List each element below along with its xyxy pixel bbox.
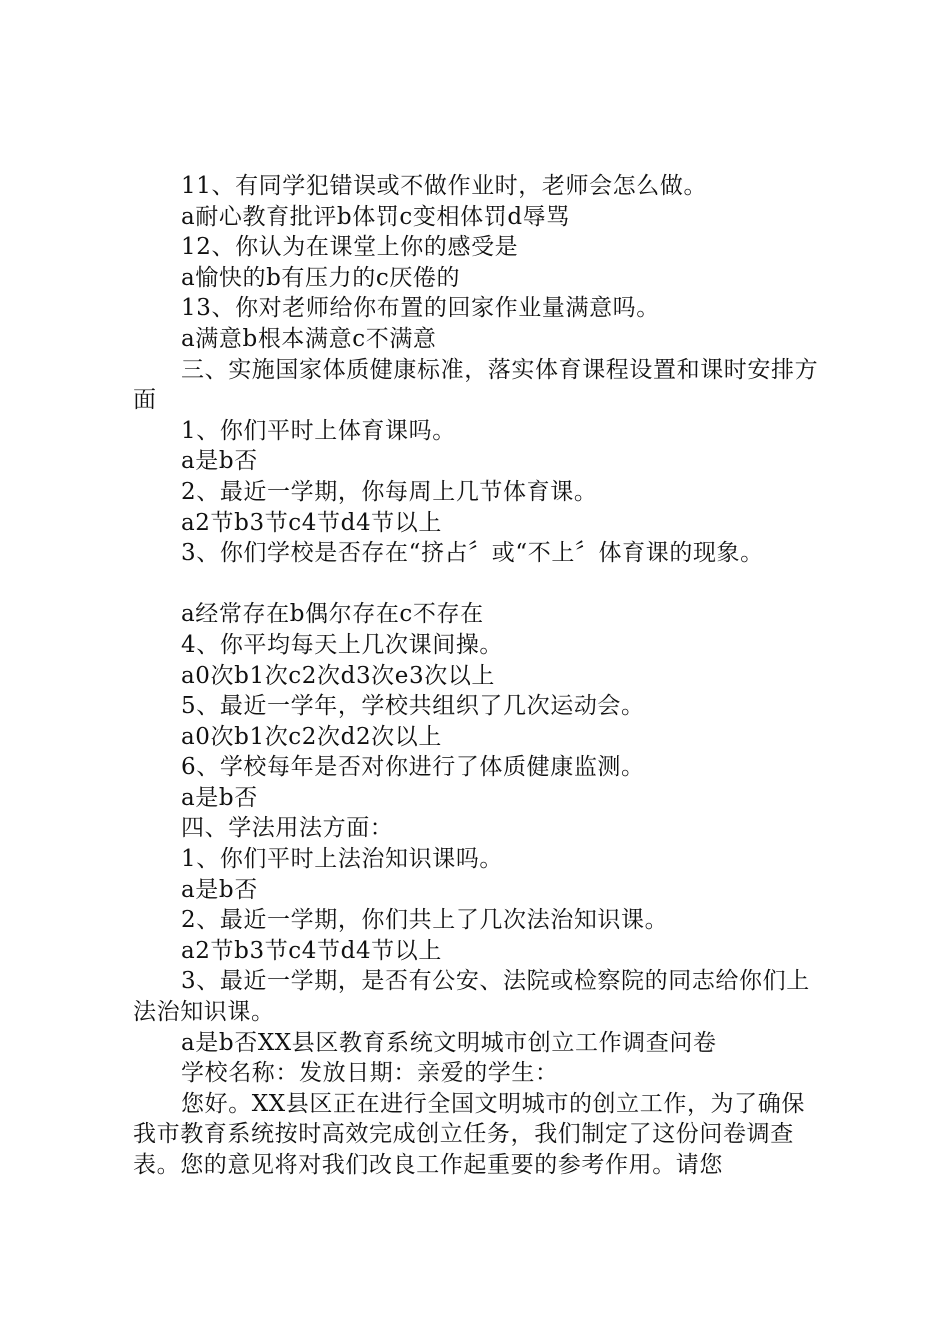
pe-question-2: 2、最近一学期，你每周上几节体育课。 bbox=[181, 478, 598, 505]
document-body bbox=[133, 171, 827, 1181]
law-question-3-options-and-survey-title: a是b否XX县区教育系统文明城市创立工作调查问卷 bbox=[181, 1029, 717, 1056]
law-question-2-options: a2节b3节c4节d4节以上 bbox=[181, 937, 442, 964]
law-question-2: 2、最近一学期，你们共上了几次法治知识课。 bbox=[181, 907, 669, 934]
pe-question-4-options: a0次b1次c2次d3次e3次以上 bbox=[181, 662, 496, 689]
pe-question-3-options: a经常存在b偶尔存在c不存在 bbox=[181, 601, 484, 628]
question-11: 11、有同学犯错误或不做作业时，老师会怎么做。 bbox=[181, 173, 708, 199]
pe-question-6-options: a是b否 bbox=[181, 784, 258, 811]
pe-question-1: 1、你们平时上体育课吗。 bbox=[181, 417, 456, 444]
question-13: 13、你对老师给你布置的回家作业量满意吗。 bbox=[181, 295, 660, 322]
pe-question-2-options: a2节b3节c4节d4节以上 bbox=[181, 509, 442, 536]
section-4-heading: 四、学法用法方面： bbox=[181, 815, 394, 842]
law-question-1: 1、你们平时上法治知识课吗。 bbox=[181, 846, 504, 873]
section-3-heading: 三、实施国家体质健康标准，落实体育课程设置和课时安排方面 bbox=[133, 356, 819, 414]
survey-intro-paragraph: 您好。XX县区正在进行全国文明城市的创立工作，为了确保我市教育系统按时高效完成创立任务，我们制定了这份问卷调查表。您的意见将对我们改良工作起重要的参考作用。请您 bbox=[133, 1090, 805, 1178]
question-13-options: a满意b根本满意c不满意 bbox=[181, 325, 437, 352]
question-12-options: a愉快的b有压力的c厌倦的 bbox=[181, 264, 461, 291]
pe-question-5-options: a0次b1次c2次d2次以上 bbox=[181, 723, 442, 750]
pe-question-1-options: a是b否 bbox=[181, 448, 258, 475]
question-12: 12、你认为在课堂上你的感受是 bbox=[181, 234, 519, 261]
pe-question-4: 4、你平均每天上几次课间操。 bbox=[181, 631, 504, 658]
law-question-1-options: a是b否 bbox=[181, 876, 258, 903]
pe-question-5: 5、最近一学年，学校共组织了几次运动会。 bbox=[181, 693, 645, 720]
pe-question-3: 3、你们学校是否存在“挤占〞或“不上〞体育课的现象。 bbox=[181, 540, 764, 567]
pe-question-6: 6、学校每年是否对你进行了体质健康监测。 bbox=[181, 754, 645, 781]
law-question-3: 3、最近一学期，是否有公安、法院或检察院的同志给你们上法治知识课。 bbox=[133, 968, 810, 1026]
question-11-options: a耐心教育批评b体罚c变相体罚d辱骂 bbox=[181, 203, 570, 230]
survey-header-fields: 学校名称：发放日期：亲爱的学生： bbox=[181, 1060, 559, 1087]
blank-line bbox=[133, 569, 827, 600]
